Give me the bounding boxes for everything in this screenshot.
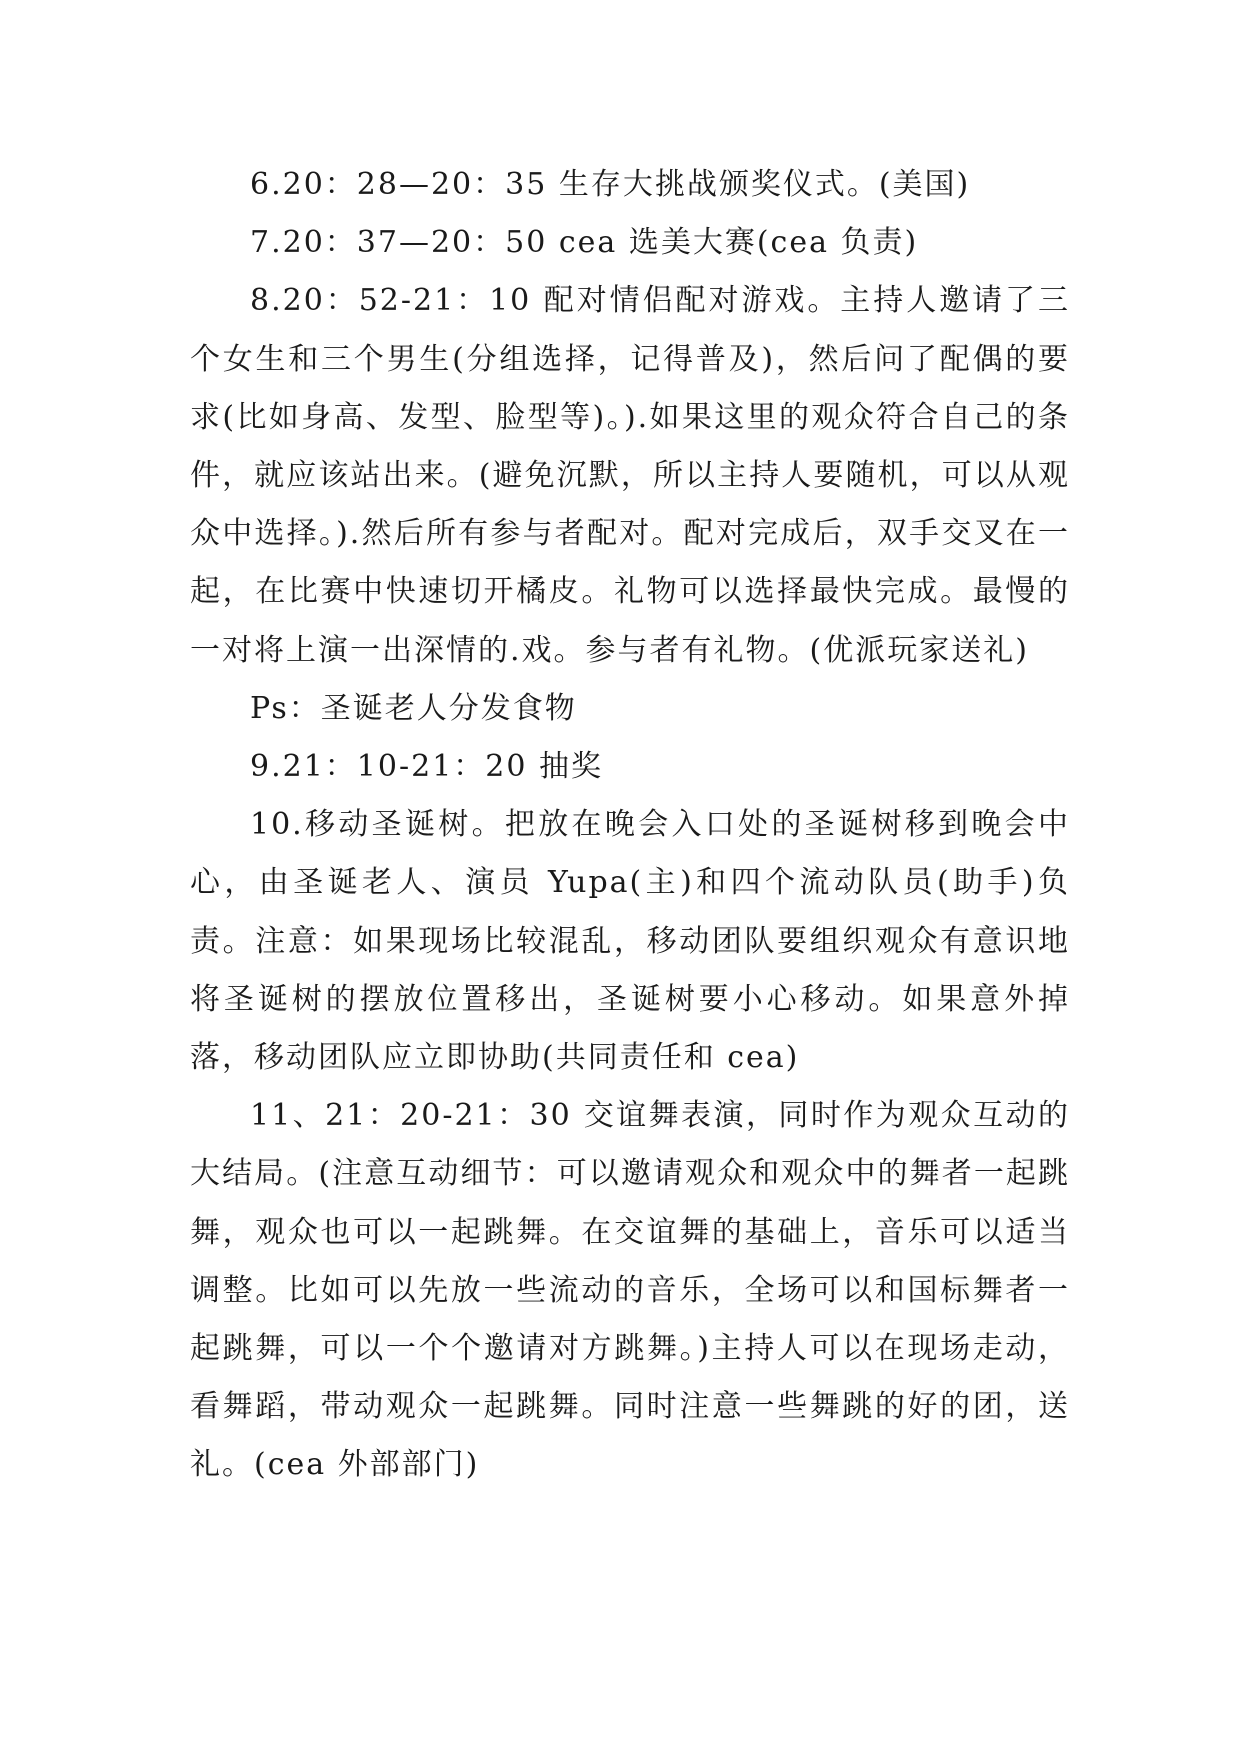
paragraph-item-10-christmas-tree: 10.移动圣诞树。把放在晚会入口处的圣诞树移到晚会中心，由圣诞老人、演员 Yupa(主)和四个流动队员(助手)负责。注意：如果现场比较混乱，移动团队要组织观众有意识地将圣诞树的摆放位置移出，圣诞树要小心移动。如果意外掉落，移动团队应立即协助(共同责任和 cea) xyxy=(190,807,1070,1076)
paragraph-ps-note: Ps：圣诞老人分发食物 xyxy=(250,690,577,726)
paragraph-item-7-pageant: 7.20：37—20：50 cea 选美大赛(cea 负责) xyxy=(250,225,919,261)
document-body xyxy=(190,156,1070,1495)
paragraph-item-8-pairing-game: 8.20：52-21：10 配对情侣配对游戏。主持人邀请了三个女生和三个男生(分组选择，记得普及)，然后问了配偶的要求(比如身高、发型、脸型等)。).如果这里的观众符合自己的条件，就应该站出来。(避免沉默，所以主持人要随机，可以从观众中选择。).然后所有参与者配对。配对完成后，双手交叉在一起，在比赛中快速切开橘皮。礼物可以选择最快完成。最慢的一对将上演一出深情的.戏。参与者有礼物。(优派玩家送礼) xyxy=(190,283,1070,668)
paragraph-item-9-lottery: 9.21：10-21：20 抽奖 xyxy=(250,749,603,785)
paragraph-item-6-awards: 6.20：28—20：35 生存大挑战颁奖仪式。(美国) xyxy=(250,167,971,202)
paragraph-item-11-ballroom-dance: 11、21：20-21：30 交谊舞表演，同时作为观众互动的大结局。(注意互动细节：可以邀请观众和观众中的舞者一起跳舞，观众也可以一起跳舞。在交谊舞的基础上，音乐可以适当调整。比如可以先放一些流动的音乐，全场可以和国标舞者一起跳舞，可以一个个邀请对方跳舞。)主持人可以在现场走动，看舞蹈，带动观众一起跳舞。同时注意一些舞跳的好的团，送礼。(cea 外部部门) xyxy=(190,1098,1070,1483)
